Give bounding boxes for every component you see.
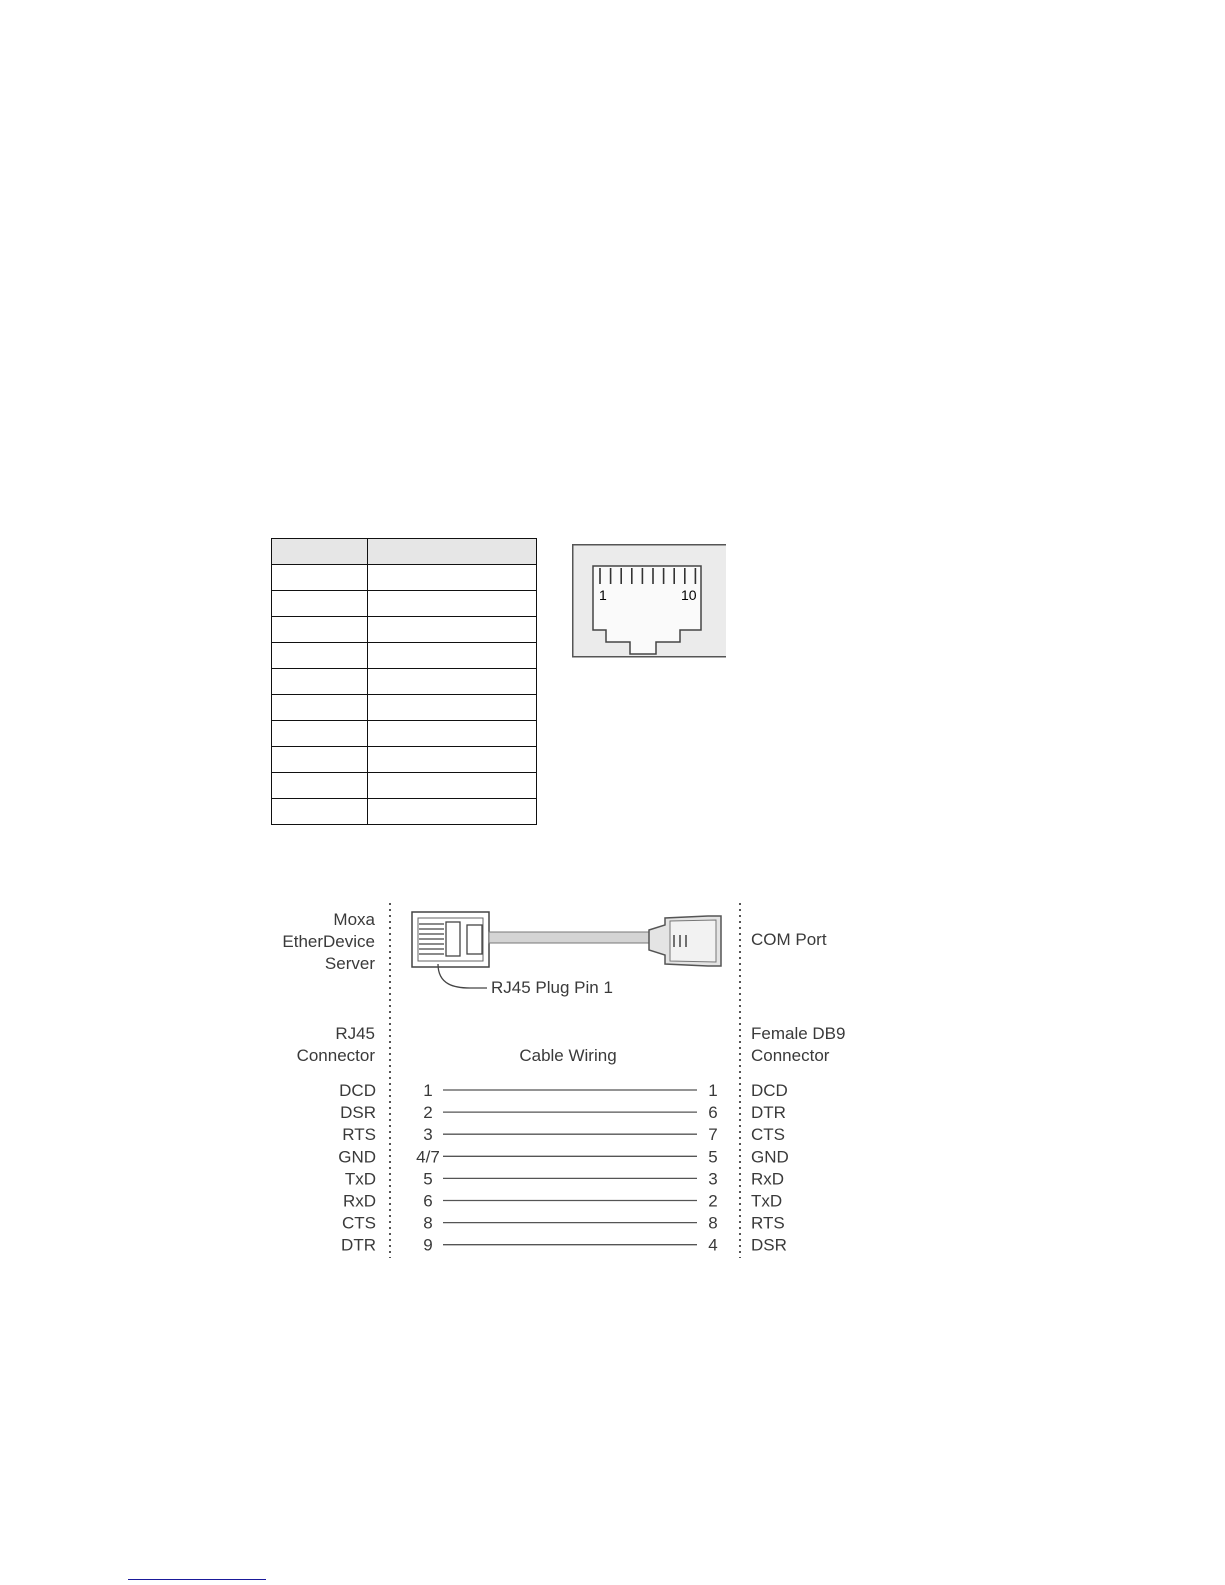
- left-connector-label: Connector: [296, 1046, 375, 1065]
- left-pin-number: 1: [423, 1081, 433, 1100]
- cable-body: [489, 932, 649, 943]
- right-pin-number: 5: [708, 1147, 718, 1167]
- left-device-label: [282, 910, 375, 973]
- right-pin-number: 4: [708, 1235, 718, 1255]
- right-pin-number: 7: [708, 1125, 718, 1145]
- right-signal-label: RxD: [751, 1169, 785, 1189]
- right-connector-label: Connector: [751, 1046, 830, 1065]
- right-signal-label: DCD: [751, 1081, 788, 1100]
- left-signal-label: DTR: [341, 1235, 376, 1255]
- wire-row: [338, 1147, 789, 1166]
- wiring-rows: [338, 1081, 789, 1255]
- right-connector-label: Female DB9: [751, 1024, 846, 1043]
- jack-pin-first-label: 1: [599, 587, 607, 603]
- cable-wiring-title: Cable Wiring: [519, 1046, 617, 1065]
- right-signal-label: CTS: [751, 1125, 785, 1145]
- left-device-line: EtherDevice: [282, 932, 375, 951]
- left-pin-number: 3: [423, 1125, 433, 1145]
- left-connector-label: RJ45: [335, 1024, 375, 1043]
- rj45-plug-icon: [412, 912, 489, 967]
- wire-row: [340, 1103, 786, 1122]
- left-device-line: Moxa: [333, 910, 375, 929]
- right-device-label: COM Port: [751, 930, 827, 949]
- plug-pin-label: RJ45 Plug Pin 1: [491, 978, 613, 997]
- left-signal-label: TxD: [344, 1169, 376, 1189]
- left-device-line: Server: [324, 954, 375, 973]
- jack-pin-last-label: 10: [681, 587, 697, 603]
- right-pin-number: 8: [708, 1213, 718, 1233]
- left-pin-number: 8: [423, 1213, 433, 1233]
- left-pin-number: 6: [423, 1191, 433, 1211]
- left-signal-label: CTS: [342, 1213, 376, 1233]
- right-signal-label: TxD: [751, 1191, 783, 1211]
- wire-row: [341, 1236, 787, 1255]
- left-pin-number: 5: [423, 1169, 433, 1189]
- wire-row: [342, 1214, 785, 1233]
- right-pin-number: 6: [708, 1103, 718, 1123]
- wire-row: [342, 1125, 785, 1144]
- left-signal-label: RxD: [342, 1191, 376, 1211]
- wire-row: [345, 1169, 784, 1188]
- right-pin-number: 2: [708, 1191, 718, 1211]
- wire-row: [343, 1192, 782, 1211]
- footnote-separator: [128, 1579, 266, 1580]
- left-pin-number: 9: [423, 1235, 433, 1255]
- right-signal-label: DTR: [751, 1103, 786, 1123]
- wire-row: [339, 1081, 788, 1100]
- connector-headings: [297, 1024, 846, 1065]
- db9-connector-icon: [649, 916, 721, 966]
- left-signal-label: DSR: [340, 1103, 376, 1123]
- right-signal-label: GND: [751, 1147, 789, 1167]
- left-signal-label: GND: [338, 1147, 376, 1167]
- right-pin-number: 1: [708, 1081, 718, 1100]
- left-pin-number: 2: [423, 1103, 433, 1123]
- left-pin-number: 4/7: [416, 1147, 440, 1167]
- right-pin-number: 3: [708, 1169, 718, 1189]
- right-signal-label: RTS: [751, 1213, 785, 1233]
- left-signal-label: DCD: [339, 1081, 376, 1100]
- left-signal-label: RTS: [342, 1125, 376, 1145]
- right-signal-label: DSR: [751, 1235, 787, 1255]
